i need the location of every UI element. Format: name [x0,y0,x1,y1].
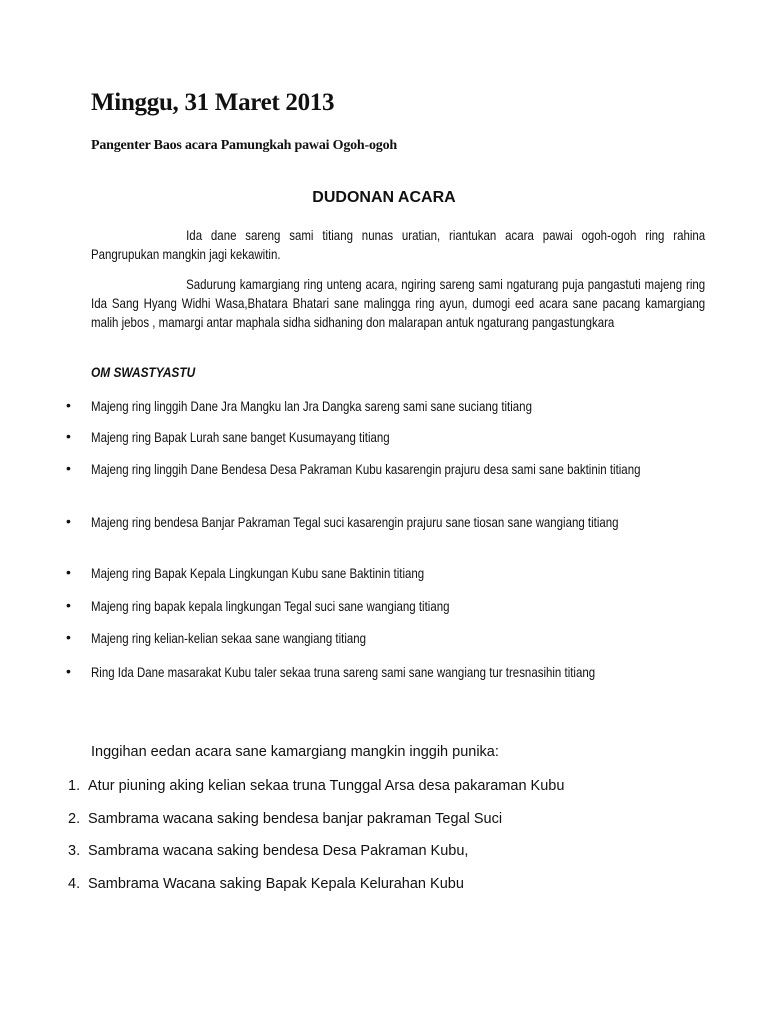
bullet-icon: • [66,397,71,413]
bullet-icon: • [66,597,71,613]
list-item: Majeng ring linggih Dane Jra Mangku lan Jra Dangka sareng sami sane suciang titiang [91,398,532,414]
list-number: 4. [68,876,81,892]
list-item: Ring Ida Dane masarakat Kubu taler sekaa truna sareng sami sane wangiang tur tresnasihin titiang [91,664,596,680]
numbered-item: Atur piuning aking kelian sekaa truna Tunggal Arsa desa pakaraman Kubu [88,778,565,794]
section-heading: DUDONAN ACARA [312,189,456,206]
numbered-item: Sambrama wacana saking bendesa banjar pakraman Tegal Suci [88,811,503,827]
greeting: OM SWASTYASTU [91,364,196,380]
document-date-title: Minggu, 31 Maret 2013 [91,89,335,116]
bullet-icon: • [66,564,71,580]
paragraph-intro: Ida dane sareng sami titiang nunas uratian, riantukan acara pawai ogoh-ogoh ring rahina Pangrupukan mangkin jagi kekawitin. [91,227,706,262]
list-item: Majeng ring kelian-kelian sekaa sane wangiang titiang [91,630,367,646]
numbered-item: Sambrama wacana saking bendesa Desa Pakraman Kubu, [88,843,469,859]
list-number: 1. [68,778,81,794]
paragraph-prayer: Sadurung kamargiang ring unteng acara, ngiring sareng sami ngaturang puja pangastuti majeng ring Ida Sang Hyang Widhi Wasa,Bhatara Bhatari sane malingga ring ayun, dumogi eed acara sane pacang kamargiang malih jebos , mamargi antar maphala sidha sidhaning don malarapan antuk ngaturang pangastungkara [91,276,706,330]
list-number: 2. [68,811,81,827]
list-item: Majeng ring bapak kepala lingkungan Tegal suci sane wangiang titiang [91,598,450,614]
document-subtitle: Pangenter Baos acara Pamungkah pawai Ogoh-ogoh [91,138,397,153]
bullet-icon: • [66,428,71,444]
list-intro: Inggihan eedan acara sane kamargiang mangkin inggih punika: [91,744,499,760]
list-item: Majeng ring bendesa Banjar Pakraman Tegal suci kasarengin prajuru sane tiosan sane wangiang titiang [91,514,619,530]
bullet-icon: • [66,663,71,679]
bullet-icon: • [66,513,71,529]
bullet-icon: • [66,460,71,476]
list-item: Majeng ring Bapak Lurah sane banget Kusumayang titiang [91,429,390,445]
list-number: 3. [68,843,81,859]
list-item: Majeng ring Bapak Kepala Lingkungan Kubu sane Baktinin titiang [91,565,425,581]
numbered-item: Sambrama Wacana saking Bapak Kepala Kelurahan Kubu [88,876,464,892]
list-item: Majeng ring linggih Dane Bendesa Desa Pakraman Kubu kasarengin prajuru desa sami sane baktinin titiang [91,461,641,477]
bullet-icon: • [66,629,71,645]
